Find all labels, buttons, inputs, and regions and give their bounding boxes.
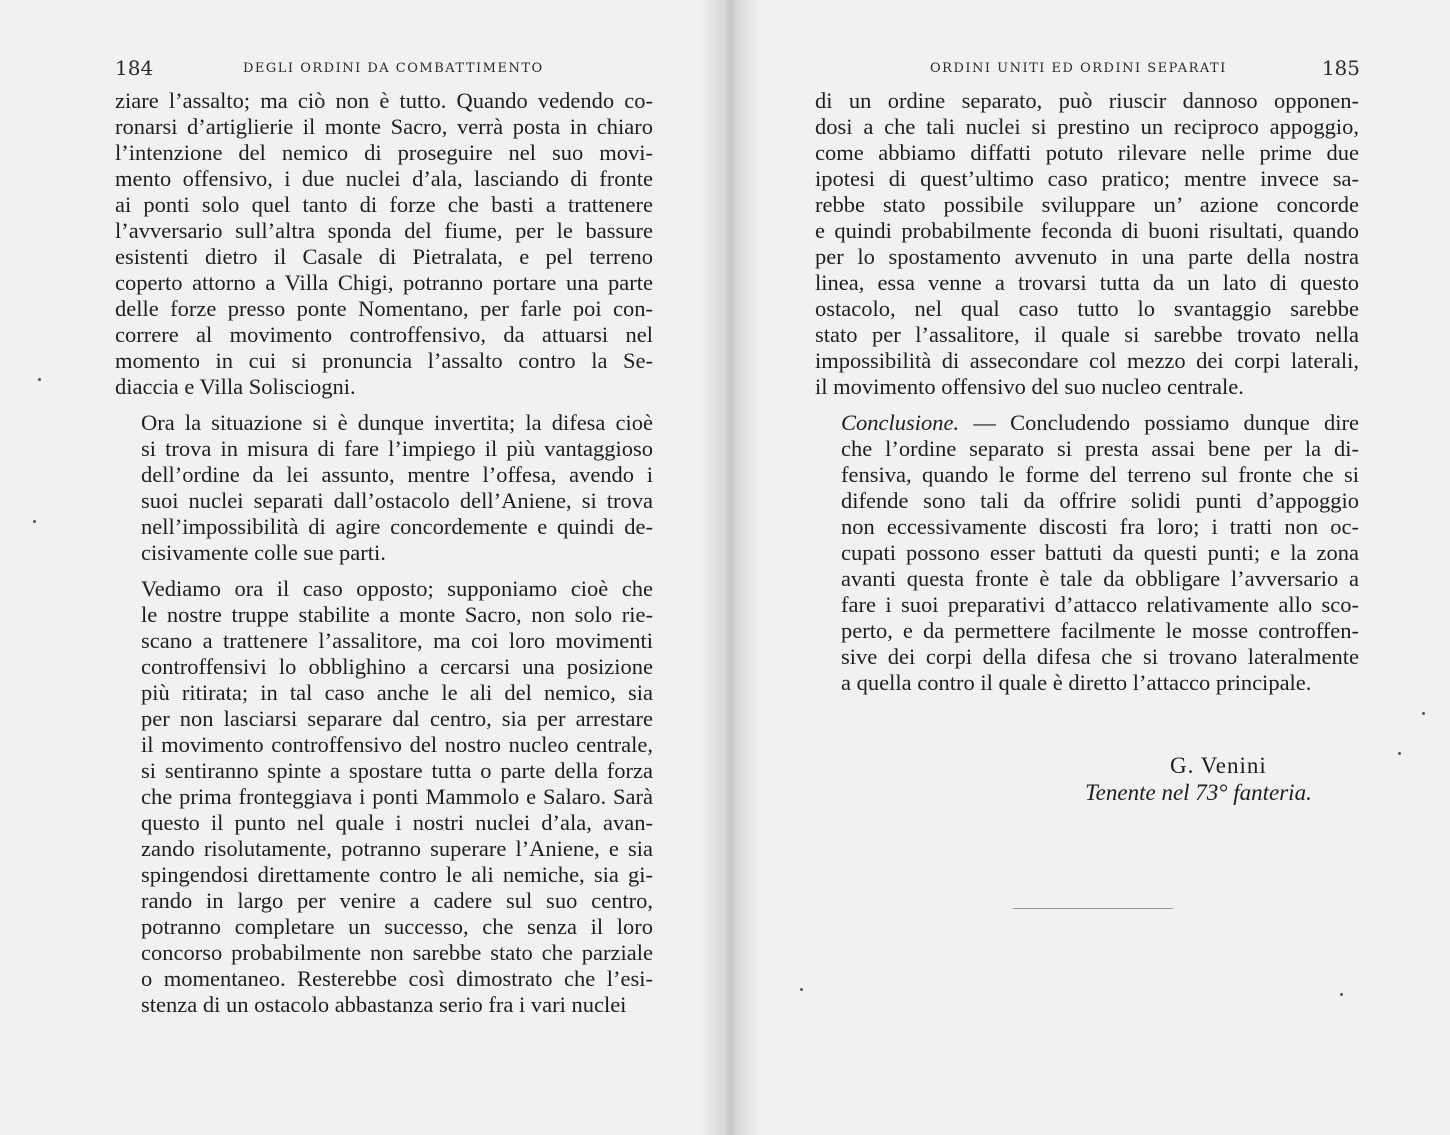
text-line: Ora la situazione si è dunque invertita; la difesa cioè xyxy=(141,410,653,435)
text-line: le nostre truppe stabilite a monte Sacro, non solo rie- xyxy=(141,602,653,627)
text-line: che l’ordine separato si presta assai bene per la di- xyxy=(841,436,1359,461)
text-line: l’intenzione del nemico di proseguire nel suo movi- xyxy=(115,140,653,165)
text-line: stato per l’assalitore, il quale si sarebbe trovato nella xyxy=(815,322,1359,347)
text-line: delle forze presso ponte Nomentano, per farle poi con- xyxy=(115,296,653,321)
page-number: 184 xyxy=(115,56,154,80)
text-line: linea, essa venne a trovarsi tutta da un lato di questo xyxy=(815,270,1359,295)
right-page-text xyxy=(815,88,1359,696)
text-line: che prima fronteggiava i ponti Mammolo e Salaro. Sarà xyxy=(141,784,653,809)
paragraph-label: Conclusione. xyxy=(841,410,960,435)
text-line: scano a trattenere l’assalitore, ma coi loro movimenti xyxy=(141,628,653,653)
text-line: dell’ordine da lei assunto, mentre l’offesa, avendo i xyxy=(141,462,653,487)
text-line: spingendosi direttamente contro le ali nemiche, sia gi- xyxy=(141,862,653,887)
text-line: più ritirata; in tal caso anche le ali del nemico, sia xyxy=(141,680,653,705)
text-line: sive dei corpi della difesa che si trovano lateralmente xyxy=(841,644,1359,669)
signature-name: G. Venini xyxy=(1170,753,1267,778)
text-line: diaccia e Villa Solisciogni. xyxy=(115,374,356,399)
paragraph xyxy=(115,410,653,566)
paper-speck xyxy=(1398,752,1401,755)
text-line: o momentaneo. Resterebbe così dimostrato che l’esi- xyxy=(141,966,653,991)
text-line: Vediamo ora il caso opposto; supponiamo cioè che xyxy=(141,576,653,601)
text-line: ronarsi d’artiglierie il monte Sacro, verrà posta in chiaro xyxy=(115,114,653,139)
text-line: si sentiranno spinte a spostare tutta o parte della forza xyxy=(141,758,653,783)
end-rule xyxy=(1013,908,1173,909)
text-line: il movimento offensivo del suo nucleo centrale. xyxy=(815,374,1244,399)
text-line: difende sono tali da offrire solidi punti d’appoggio xyxy=(841,488,1359,513)
text-line: fare i suoi preparativi d’attacco relativamente allo sco- xyxy=(841,592,1359,617)
running-head: ORDINI UNITI ED ORDINI SEPARATI xyxy=(930,61,1227,76)
text-line: nell’impossibilità di agire concordemente e quindi de- xyxy=(141,514,653,539)
text-line: a quella contro il quale è diretto l’attacco principale. xyxy=(841,670,1312,695)
text-line: rando in largo per venire a cadere sul suo centro, xyxy=(141,888,653,913)
text-line: zando risolutamente, potranno superare l’Aniene, e sia xyxy=(141,836,653,861)
paragraph xyxy=(815,410,1359,696)
text-line: questo il punto nel quale i nostri nuclei d’ala, avan- xyxy=(141,810,653,835)
text-line: si trova in misura di fare l’impiego il più vantaggioso xyxy=(141,436,653,461)
paper-speck xyxy=(1422,712,1425,715)
paper-speck xyxy=(800,988,803,991)
right-page xyxy=(725,0,1450,1135)
text-line: non eccessivamente discosti fra loro; i tratti non oc- xyxy=(841,514,1359,539)
text-line: mento offensivo, i due nuclei d’ala, lasciando di fronte xyxy=(115,166,653,191)
text-line: momento in cui si pronuncia l’assalto contro la Se- xyxy=(115,348,653,373)
text-line: avanti questa fronte è tale da obbligare l’avversario a xyxy=(841,566,1359,591)
text-line: il movimento controffensivo del nostro nucleo centrale, xyxy=(141,732,653,757)
text-line: l’avversario sull’altra sponda del fiume, per le bassure xyxy=(115,218,653,243)
text-line: ziare l’assalto; ma ciò non è tutto. Quando vedendo co- xyxy=(115,88,653,113)
text-line: perto, e da permettere facilmente le mosse controffen- xyxy=(841,618,1359,643)
text-line: impossibilità di assecondare col mezzo dei corpi laterali, xyxy=(815,348,1359,373)
page-number: 185 xyxy=(1321,56,1360,80)
text-line: di un ordine separato, può riuscir dannoso opponen- xyxy=(815,88,1359,113)
paragraph xyxy=(115,576,653,1018)
text-line: ostacolo, nel qual caso tutto lo svantaggio sarebbe xyxy=(815,296,1359,321)
text-line: suoi nuclei separati dall’ostacolo dell’Aniene, si trova xyxy=(141,488,653,513)
text-line: come abbiamo diffatti potuto rilevare nelle prime due xyxy=(815,140,1359,165)
text-line: ipotesi di quest’ultimo caso pratico; mentre invece sa- xyxy=(815,166,1359,191)
paper-speck xyxy=(1340,993,1343,996)
paper-speck xyxy=(33,520,36,523)
text-line: per non lasciarsi separare dal centro, sia per arrestare xyxy=(141,706,653,731)
text-line: per lo spostamento avvenuto in una parte della nostra xyxy=(815,244,1359,269)
text-line: concorso probabilmente non sarebbe stato che parziale xyxy=(141,940,653,965)
text-line: rebbe stato possibile sviluppare un’ azione concorde xyxy=(815,192,1359,217)
text-line: cupati possono esser battuti da questi punti; e la zona xyxy=(841,540,1359,565)
text-line: correre al movimento controffensivo, da attuarsi nel xyxy=(115,322,653,347)
paragraph xyxy=(815,88,1359,400)
text-line: cisivamente colle sue parti. xyxy=(141,540,386,565)
left-page-text xyxy=(115,88,653,1018)
text-line: Conclusione. — Concludendo possiamo dunque dire xyxy=(841,410,1359,435)
text-line: dosi a che tali nuclei si prestino un reciproco appoggio, xyxy=(815,114,1359,139)
signature-rank: Tenente nel 73° fanteria. xyxy=(1085,780,1312,805)
paragraph xyxy=(115,88,653,400)
text-line: potranno completare un successo, che senza il loro xyxy=(141,914,653,939)
text-line: e quindi probabilmente feconda di buoni risultati, quando xyxy=(815,218,1359,243)
text-line: coperto attorno a Villa Chigi, potranno portare una parte xyxy=(115,270,653,295)
running-head: DEGLI ORDINI DA COMBATTIMENTO xyxy=(243,61,544,76)
text-line: esistenti dietro il Casale di Pietralata, e pel terreno xyxy=(115,244,653,269)
text-line: ai ponti solo quel tanto di forze che basti a trattenere xyxy=(115,192,653,217)
text-line: stenza di un ostacolo abbastanza serio fra i vari nuclei xyxy=(141,992,627,1017)
paper-speck xyxy=(38,378,41,381)
text-line: controffensivi lo obblighino a cercarsi una posizione xyxy=(141,654,653,679)
text-line: fensiva, quando le forme del terreno sul fronte che si xyxy=(841,462,1359,487)
